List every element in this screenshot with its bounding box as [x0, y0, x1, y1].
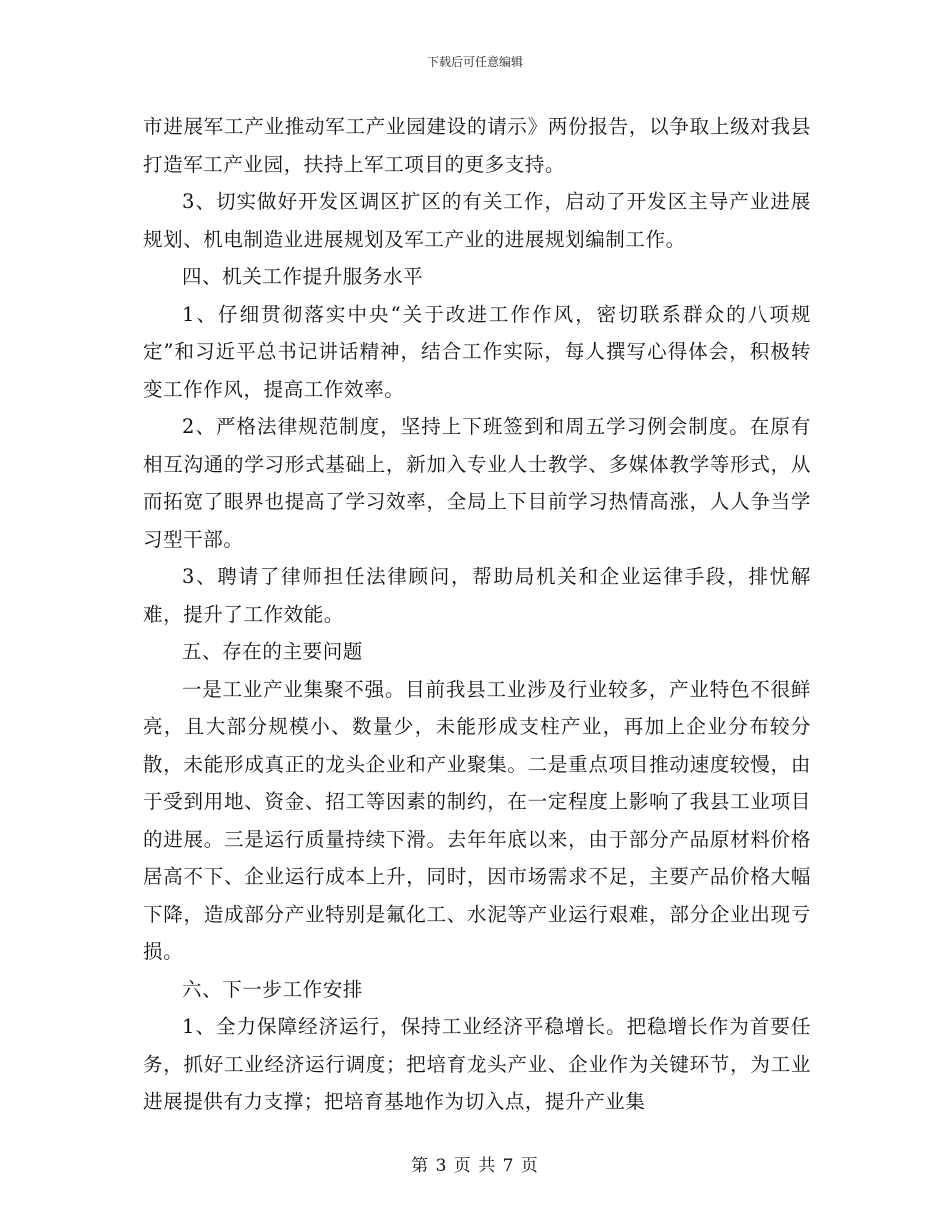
paragraph: 3、切实做好开发区调区扩区的有关工作，启动了开发区主导产业进展规划、机电制造业进展规划及军工产业的进展规划编制工作。: [143, 190, 811, 251]
section-heading: 五、存在的主要问题: [182, 640, 363, 663]
section-heading: 六、下一步工作安排: [182, 977, 363, 1001]
page-header: 下载后可任意编辑: [426, 55, 523, 69]
paragraph: 2、严格法律规范制度，坚持上下班签到和周五学习例会制度。在原有相互沟通的学习形式基础上，新加入专业人士教学、多媒体教学等形式，从而拓宽了眼界也提高了学习效率，全局上下目前学习热情高涨，人人争当学习型干部。: [143, 415, 811, 551]
paragraph: 3、聘请了律师担任法律顾问，帮助局机关和企业运律手段，排忧解难，提升了工作效能。: [143, 565, 811, 626]
paragraph: 1、仔细贯彻落实中央“关于改进工作作风，密切联系群众的八项规定”和习近平总书记讲话精神，结合工作实际，每人撰写心得体会，积极转变工作作风，提高工作效率。: [143, 302, 811, 401]
document-body: [143, 108, 811, 1121]
paragraph: 一是工业产业集聚不强。目前我县工业涉及行业较多，产业特色不很鲜亮，且大部分规模小、数量少，未能形成支柱产业，再加上企业分布较分散，未能形成真正的龙头企业和产业聚集。二是重点项目推动速度较慢，由于受到用地、资金、招工等因素的制约，在一定程度上影响了我县工业项目的进展。三是运行质量持续下滑。去年年底以来，由于部分产品原材料价格居高不下、企业运行成本上升，同时，因市场需求不足，主要产品价格大幅下降，造成部分产业特别是氟化工、水泥等产业运行艰难，部分企业出现亏损。: [143, 677, 811, 963]
paragraph-continuation: 市进展军工产业推动军工产业园建设的请示》两份报告，以争取上级对我县打造军工产业园，扶持上军工项目的更多支持。: [143, 115, 811, 176]
section-heading: 四、机关工作提升服务水平: [182, 265, 424, 288]
page-number: 第 3 页 共 7 页: [411, 1156, 539, 1176]
paragraph: 1、全力保障经济运行，保持工业经济平稳增长。把稳增长作为首要任务，抓好工业经济运行调度；把培育龙头产业、企业作为关键环节，为工业进展提供有力支撑；把培育基地作为切入点，提升产业集: [143, 1015, 811, 1113]
